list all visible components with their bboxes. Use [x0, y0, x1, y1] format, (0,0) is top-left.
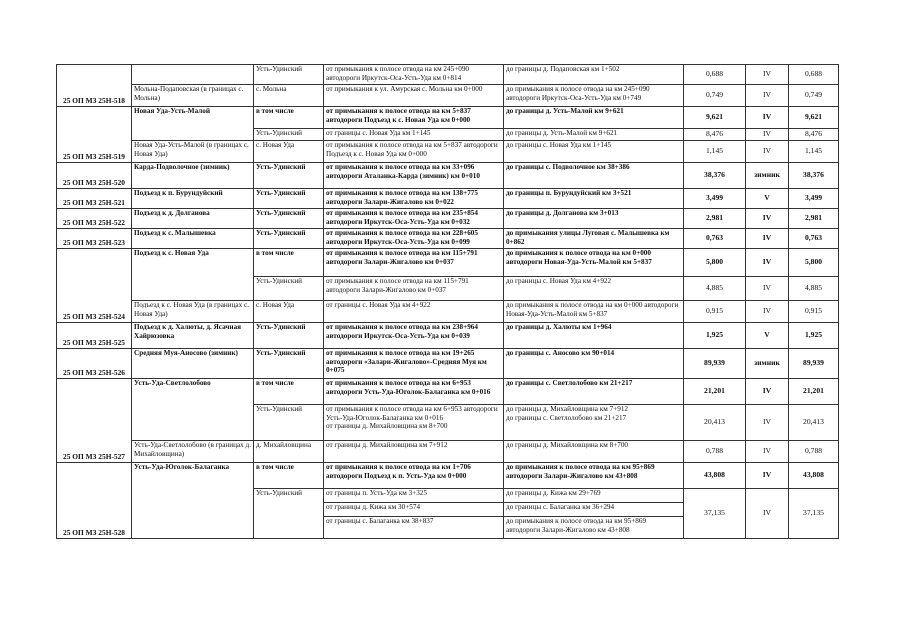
road-name-cell — [132, 65, 254, 85]
table-row — [57, 463, 839, 489]
end-point-cell: до примыкания к полосе отвода на км 0+000 автодороги Новая-Уда-Усть-Малой км 5+837 — [504, 301, 684, 323]
end-point-cell: до границы д. Усть-Малой км 9+621 — [504, 129, 684, 141]
district-cell: с. Мольна — [254, 85, 324, 107]
length-cell: 4,885 — [684, 277, 746, 301]
end-point-cell: до границы с. Светлолобово км 21+217 — [504, 379, 684, 405]
category-cell: зимник — [746, 349, 789, 379]
category-cell: IV — [746, 379, 789, 405]
road-code-cell: 25 ОП МЗ 25Н-527 — [57, 379, 132, 463]
end-point-cell: до границы д. Михайловщина км 8+700 — [504, 441, 684, 463]
length-cell: 1,145 — [684, 141, 746, 163]
end-point-cell: до примыкания к полосе отвода на км 0+000 автодороги Новая-Уда-Усть-Малой км 5+837 — [504, 249, 684, 277]
total-length-cell: 2,981 — [789, 209, 839, 229]
start-point-cell: от примыкания к полосе отвода на км 33+096 автодороги Аталанка-Карда (зимник) км 0+010 — [324, 163, 504, 189]
end-point-cell: до границы с. Новая Уда км 1+145 — [504, 141, 684, 163]
start-point-cell: от примыкания к полосе отвода на км 1+706 автодороги Подъезд к п. Усть-Уда км 0+000 — [324, 463, 504, 489]
start-point-cell: от примыкания к полосе отвода на км 5+837 автодороги Подъезд к с. Новая Уда км 0+000 — [324, 107, 504, 129]
start-point-cell: от границы с. Новая Уда км 1+145 — [324, 129, 504, 141]
total-length-cell: 9,621 — [789, 107, 839, 129]
category-cell: IV — [746, 129, 789, 141]
road-code-cell: 25 ОП МЗ 25Н-526 — [57, 349, 132, 379]
end-point-cell: до границы д. Долганова км 3+013 — [504, 209, 684, 229]
end-point-cell: до границы с. Подволочное км 38+386 — [504, 163, 684, 189]
road-name-cell: Карда-Подволочное (зимник) — [132, 163, 254, 189]
total-length-cell: 0,763 — [789, 229, 839, 249]
table-row — [57, 163, 839, 189]
district-cell: с. Новая Уда — [254, 301, 324, 323]
district-cell: Усть-Удинский — [254, 349, 324, 379]
length-cell: 1,925 — [684, 323, 746, 349]
district-cell: Усть-Удинский — [254, 163, 324, 189]
start-point-cell: от границы д. Михайловщина км 7+912 — [324, 441, 504, 463]
data-table — [56, 64, 839, 539]
district-cell: Усть-Удинский — [254, 489, 324, 539]
end-point-cell: до границы д. Кижа км 29+769 — [504, 489, 684, 503]
table-row — [57, 379, 839, 405]
category-cell: IV — [746, 249, 789, 277]
road-name-cell: Новая Уда-Усть-Малой (в границах с. Новая Уда) — [132, 141, 254, 163]
category-cell: IV — [746, 141, 789, 163]
road-code-cell: 25 ОП МЗ 25Н-528 — [57, 463, 132, 539]
total-length-cell: 20,413 — [789, 405, 839, 441]
end-point-cell: до примыкания к полосе отвода на км 245+090 автодороги Иркутск-Оса-Усть-Уда км 0+749 — [504, 85, 684, 107]
district-cell: в том числе — [254, 463, 324, 489]
end-point-cell: до границы д. Халюты км 1+964 — [504, 323, 684, 349]
start-point-cell: от границы п. Усть-Уда км 3+325 — [324, 489, 504, 503]
category-cell: V — [746, 323, 789, 349]
end-point-cell: до границы д. Усть-Малой км 9+621 — [504, 107, 684, 129]
district-cell: Усть-Удинский — [254, 229, 324, 249]
district-cell: Усть-Удинский — [254, 277, 324, 301]
length-cell: 0,763 — [684, 229, 746, 249]
length-cell: 0,788 — [684, 441, 746, 463]
start-point-cell: от примыкания к ул. Амурская с. Мольна км 0+000 — [324, 85, 504, 107]
road-name-cell: Подъезд к с. Малышевка — [132, 229, 254, 249]
length-cell: 43,808 — [684, 463, 746, 489]
category-cell: IV — [746, 489, 789, 539]
road-register-table — [56, 64, 838, 539]
table-row — [57, 189, 839, 209]
start-point-cell: от примыкания к полосе отвода на км 19+265 автодороги «Залари-Жигалово»-Средняя Муя км 0+075 — [324, 349, 504, 379]
table-row — [57, 323, 839, 349]
start-point-cell: от примыкания к полосе отвода на км 235+854 автодороги Иркутск-Оса-Усть-Уда км 0+032 — [324, 209, 504, 229]
district-cell: Усть-Удинский — [254, 65, 324, 85]
length-cell: 9,621 — [684, 107, 746, 129]
end-point-cell: до границы д. Подаповская км 1+502 — [504, 65, 684, 85]
category-cell: IV — [746, 277, 789, 301]
category-cell: V — [746, 189, 789, 209]
district-cell: Усть-Удинский — [254, 129, 324, 141]
road-name-cell: Подъезд к д. Долганова — [132, 209, 254, 229]
length-cell: 3,499 — [684, 189, 746, 209]
district-cell: Усть-Удинский — [254, 189, 324, 209]
category-cell: IV — [746, 301, 789, 323]
total-length-cell: 0,749 — [789, 85, 839, 107]
length-cell: 21,201 — [684, 379, 746, 405]
start-point-cell: от примыкания к полосе отвода на км 115+791 автодороги Залари-Жигалово км 0+037 — [324, 277, 504, 301]
table-row — [57, 107, 839, 129]
end-point-cell: до границы д. Михайловщина км 7+912 до границы с. Светлолобово км 21+217 — [504, 405, 684, 441]
length-cell: 0,915 — [684, 301, 746, 323]
length-cell: 2,981 — [684, 209, 746, 229]
road-name-cell: Мольна-Подаповская (в границах с. Мольна) — [132, 85, 254, 107]
length-cell: 0,749 — [684, 85, 746, 107]
district-cell: в том числе — [254, 107, 324, 129]
length-cell: 38,376 — [684, 163, 746, 189]
total-length-cell: 8,476 — [789, 129, 839, 141]
total-length-cell: 0,788 — [789, 441, 839, 463]
start-point-cell: от границы с. Новая Уда км 4+922 — [324, 301, 504, 323]
total-length-cell: 0,688 — [789, 65, 839, 85]
table-row — [57, 249, 839, 277]
category-cell: IV — [746, 441, 789, 463]
start-point-cell: от границы с. Балаганка км 38+837 — [324, 517, 504, 539]
road-name-cell: Усть-Уда-Светлолобово (в границах д. Михайловщина) — [132, 441, 254, 463]
total-length-cell: 38,376 — [789, 163, 839, 189]
district-cell: в том числе — [254, 249, 324, 277]
road-code-cell: 25 ОП МЗ 25Н-520 — [57, 163, 132, 189]
length-cell: 20,413 — [684, 405, 746, 441]
end-point-cell: до границы с. Балаганка км 36+294 — [504, 503, 684, 517]
table-row — [57, 65, 839, 85]
total-length-cell: 89,939 — [789, 349, 839, 379]
start-point-cell: от примыкания к полосе отвода на км 5+837 автодороги Подъезд к с. Новая Уда км 0+000 — [324, 141, 504, 163]
district-cell: Усть-Удинский — [254, 209, 324, 229]
end-point-cell: до примыкания к полосе отвода на км 95+869 автодороги Залари-Жигалово км 43+808 — [504, 517, 684, 539]
total-length-cell: 3,499 — [789, 189, 839, 209]
table-row — [57, 141, 839, 163]
category-cell: IV — [746, 107, 789, 129]
table-row — [57, 85, 839, 107]
end-point-cell: до границы с. Новая Уда км 4+922 — [504, 277, 684, 301]
district-cell: Усть-Удинский — [254, 405, 324, 441]
road-name-cell: Усть-Уда-Юголок-Балаганка — [132, 463, 254, 539]
road-name-cell: Усть-Уда-Светлолобово — [132, 379, 254, 441]
end-point-cell: до границы п. Бурундуйский км 3+521 — [504, 189, 684, 209]
table-row — [57, 349, 839, 379]
start-point-cell: от примыкания к полосе отвода на км 245+090 автодороги Иркутск-Оса-Усть-Уда км 0+814 — [324, 65, 504, 85]
total-length-cell: 1,925 — [789, 323, 839, 349]
end-point-cell: до границы с. Аносово км 90+014 — [504, 349, 684, 379]
district-cell: д. Михайловщина — [254, 441, 324, 463]
length-cell: 5,800 — [684, 249, 746, 277]
road-name-cell: Подъезд к д. Халюты, д. Ясачная Хайрюзовка — [132, 323, 254, 349]
total-length-cell: 0,915 — [789, 301, 839, 323]
total-length-cell: 43,808 — [789, 463, 839, 489]
road-code-cell: 25 ОП МЗ 25Н-519 — [57, 107, 132, 163]
length-cell: 0,688 — [684, 65, 746, 85]
total-length-cell: 1,145 — [789, 141, 839, 163]
category-cell: IV — [746, 209, 789, 229]
district-cell: с. Новая Уда — [254, 141, 324, 163]
category-cell: IV — [746, 229, 789, 249]
category-cell: IV — [746, 405, 789, 441]
table-row — [57, 441, 839, 463]
end-point-cell: до примыкания к полосе отвода на км 95+869 автодороги Залари-Жигалово км 43+808 — [504, 463, 684, 489]
length-cell: 8,476 — [684, 129, 746, 141]
start-point-cell: от примыкания к полосе отвода на км 228+605 автодороги Иркутск-Оса-Усть-Уда км 0+099 — [324, 229, 504, 249]
category-cell: зимник — [746, 163, 789, 189]
start-point-cell: от границы д. Кижа км 30+574 — [324, 503, 504, 517]
category-cell: IV — [746, 65, 789, 85]
road-name-cell: Подъезд к с. Новая Уда (в границах с. Новая Уда) — [132, 301, 254, 323]
road-code-cell: 25 ОП МЗ 25Н-523 — [57, 229, 132, 249]
table-row — [57, 301, 839, 323]
district-cell: в том числе — [254, 379, 324, 405]
road-name-cell: Средняя Муя-Аносово (зимник) — [132, 349, 254, 379]
length-cell: 37,135 — [684, 489, 746, 539]
district-cell: Усть-Удинский — [254, 323, 324, 349]
length-cell: 89,939 — [684, 349, 746, 379]
total-length-cell: 5,800 — [789, 249, 839, 277]
total-length-cell: 37,135 — [789, 489, 839, 539]
start-point-cell: от примыкания к полосе отвода на км 6+953 автодороги Усть-Уда-Юголок-Балаганка км 0+016 от границы д. Михайловщина км 8+700 — [324, 405, 504, 441]
road-code-cell: 25 ОП МЗ 25Н-525 — [57, 323, 132, 349]
total-length-cell: 21,201 — [789, 379, 839, 405]
table-row — [57, 209, 839, 229]
road-name-cell: Подъезд к п. Бурундуйский — [132, 189, 254, 209]
start-point-cell: от примыкания к полосе отвода на км 115+791 автодороги Залари-Жигалово км 0+037 — [324, 249, 504, 277]
road-name-cell: Подъезд к с. Новая Уда — [132, 249, 254, 301]
start-point-cell: от примыкания к полосе отвода на км 138+775 автодороги Залари-Жигалово км 0+022 — [324, 189, 504, 209]
start-point-cell: от примыкания к полосе отвода на км 238+964 автодороги Иркутск-Оса-Усть-Уда км 0+039 — [324, 323, 504, 349]
road-code-cell: 25 ОП МЗ 25Н-524 — [57, 249, 132, 323]
end-point-cell: до примыкания улицы Луговая с. Малышевка км 0+862 — [504, 229, 684, 249]
start-point-cell: от примыкания к полосе отвода на км 6+953 автодороги Усть-Уда-Юголок-Балаганка км 0+016 — [324, 379, 504, 405]
road-name-cell: Новая Уда-Усть-Малой — [132, 107, 254, 141]
road-code-cell: 25 ОП МЗ 25Н-518 — [57, 65, 132, 107]
category-cell: IV — [746, 85, 789, 107]
road-code-cell: 25 ОП МЗ 25Н-522 — [57, 209, 132, 229]
road-code-cell: 25 ОП МЗ 25Н-521 — [57, 189, 132, 209]
total-length-cell: 4,885 — [789, 277, 839, 301]
table-row — [57, 229, 839, 249]
category-cell: IV — [746, 463, 789, 489]
